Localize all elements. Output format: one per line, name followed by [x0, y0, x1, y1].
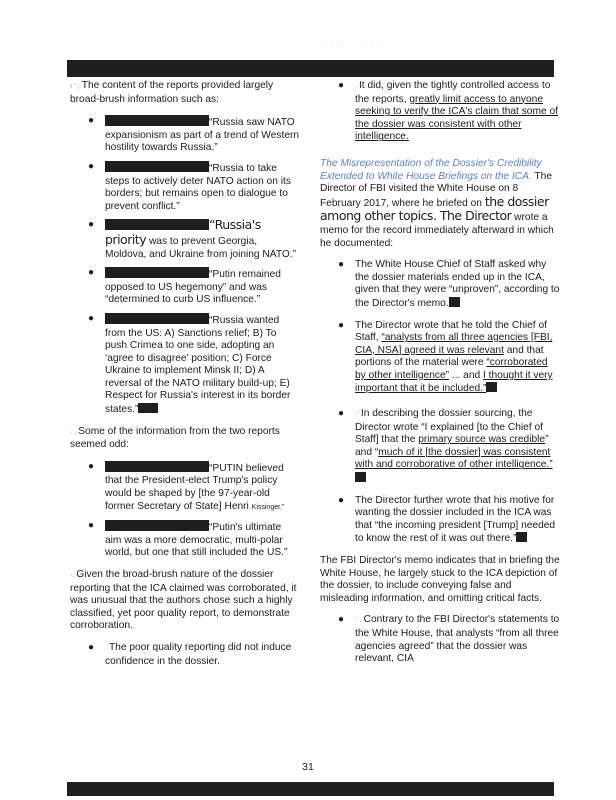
bullet-list-odd [70, 461, 300, 560]
redaction-block [355, 472, 366, 482]
list-item: ● The Director wrote that he told the Chief of Staff, “analysts from all three agencies [FBI, CIA, NSA] agreed it was relevant and that portions of the material were “corroborated by other intelligence” ... and I thought it very important that it be included.” [338, 319, 553, 395]
redaction-block [105, 161, 209, 172]
portion-mark: ‹ ‘ ; [70, 83, 80, 90]
bullet-list-content [70, 115, 300, 416]
bullet-icon: ● [88, 520, 95, 532]
bullet-icon: ● [338, 494, 345, 506]
bullet-icon: ● [338, 614, 345, 626]
list-item: ● “Russia wanted from the US: A) Sanctions relief; B) To push Crimea to one side, adopting an ‘agree to disagree’ position; C) Force Ukraine to implement Minsk II; D) A reversal of the NATO military build-up; E) Respect for Russia's interest in its border states.” [88, 312, 291, 416]
redaction-block [105, 461, 209, 472]
list-item: ● . It did, given the tightly controlled access to the reports, greatly limit access to anyone seeking to verify the ICA's claim that some of the dossier was consistent with other intelligence. [338, 80, 558, 143]
redaction-block [486, 382, 497, 392]
bullet-icon: ● [338, 80, 345, 91]
list-item: ● “Russia to take steps to actively deter NATO action on its borders; but remains open to dialogue to prevent conflict.” [88, 160, 291, 212]
list-item: ● “Russia's priority was to prevent Georgia, Moldova, and Ukraine from joining NATO.” [88, 217, 296, 260]
list-item: ● “Putin remained opposed to US hegemony” and was “determined to curb US influence.” [88, 267, 281, 306]
redaction-block [105, 267, 209, 278]
redaction-block [449, 297, 460, 307]
redaction-block [105, 520, 209, 531]
bullet-icon: ● [88, 160, 95, 172]
list-item: ● “PUTIN believed that the President-elect Trump's policy would be shaped by [the 97-year-old former Secretary of State] Henri Kissinger.” [88, 460, 285, 512]
bullet-icon: ● [88, 267, 95, 279]
page-number: 31 [302, 761, 314, 773]
bullet-icon: ● [88, 641, 95, 653]
left-paragraph-2: · . Some of the information from the two reports seemed odd: [70, 425, 280, 451]
bullet-icon: ● [88, 115, 95, 127]
portion-mark: ·. [70, 572, 75, 579]
portion-mark: ·’ [355, 411, 359, 419]
classification-footer-redaction [67, 782, 554, 796]
list-item: ● . The poor quality reporting did not induce confidence in the dossier. [88, 641, 292, 667]
bullet-icon: ● [88, 312, 95, 324]
bullet-icon: ● [338, 259, 345, 271]
right-column [320, 80, 560, 675]
list-item: ● ·˙. Contrary to the FBI Director's statements to the White House, that analysts “from all three agencies agreed” that the dossier was relevant, CIA [338, 614, 560, 665]
bullet-list-access [320, 80, 560, 144]
right-paragraph-2: The FBI Director's memo indicates that in briefing the White House, he largely stuck to the ICA depiction of the dossier, to include conveying false and misleading information, and omitting critical facts. [320, 555, 560, 604]
redaction-block [105, 115, 209, 126]
portion-mark: . [355, 83, 357, 90]
portion-mark: · . [70, 428, 77, 436]
bullet-list-quality [70, 642, 300, 668]
section-heading: The Misrepresentation of the Dossier's Credibility Extended to White House Briefings on the ICA. [320, 157, 542, 182]
list-item: ● “Russia saw NATO expansionism as part of a trend of Western hostility towards Russia.” [88, 115, 300, 154]
list-item: ● ·’ In describing the dossier sourcing, the Director wrote “I explained [to the Chief of Staff] that the primary source was credible” and “much of it [the dossier] was consistent with and corroborative of other intelligence.” [320, 408, 560, 486]
classification-banner-redaction [67, 60, 554, 77]
header-marking: · · · ; · · · · · · · · [320, 43, 385, 49]
left-paragraph-1: ‹ ‘ ; The content of the reports provided largely broad-brush information such as: [70, 80, 274, 105]
redaction-block [516, 532, 527, 542]
bullet-icon: ● [88, 219, 95, 231]
list-item: ● The White House Chief of Staff asked why the dossier materials ended up in the ICA, given that they were “unproven”, according to the Director's memo. [338, 259, 560, 309]
portion-mark: ·˙. [355, 617, 362, 625]
redaction-block [138, 403, 158, 413]
bullet-icon: ● [338, 408, 345, 420]
right-paragraph-1: The Misrepresentation of the Dossier's Credibility Extended to White House Briefings on the ICA. The Director of FBI visited the White House on 8 February 2017, where he briefed on the dossier among other topics. The Director wrote a memo for the record immediately afterward in which he documented: [320, 157, 554, 249]
list-item: ● The Director further wrote that his motive for wanting the dossier included in the ICA was that “the incoming president [Trump] needed to know the rest of it was out there.” [338, 494, 556, 545]
left-column [70, 80, 300, 677]
portion-mark: . [105, 644, 107, 652]
bullet-icon: ● [338, 319, 345, 331]
redaction-block [105, 219, 209, 230]
list-item: ● “Putin's ultimate aim was a more democratic, multi-polar world, but one that still included the US.” [88, 520, 288, 559]
bullet-list-contrary [320, 614, 560, 665]
bullet-icon: ● [88, 460, 95, 472]
bullet-list-memo [320, 259, 560, 546]
redaction-block [105, 313, 209, 324]
left-paragraph-3: ·. Given the broad-brush nature of the dossier reporting that the ICA claimed was corroborated, it was unusual that the authors chose such a highly classified, yet poor quality report, to demonstrate corroboration. [70, 569, 297, 632]
